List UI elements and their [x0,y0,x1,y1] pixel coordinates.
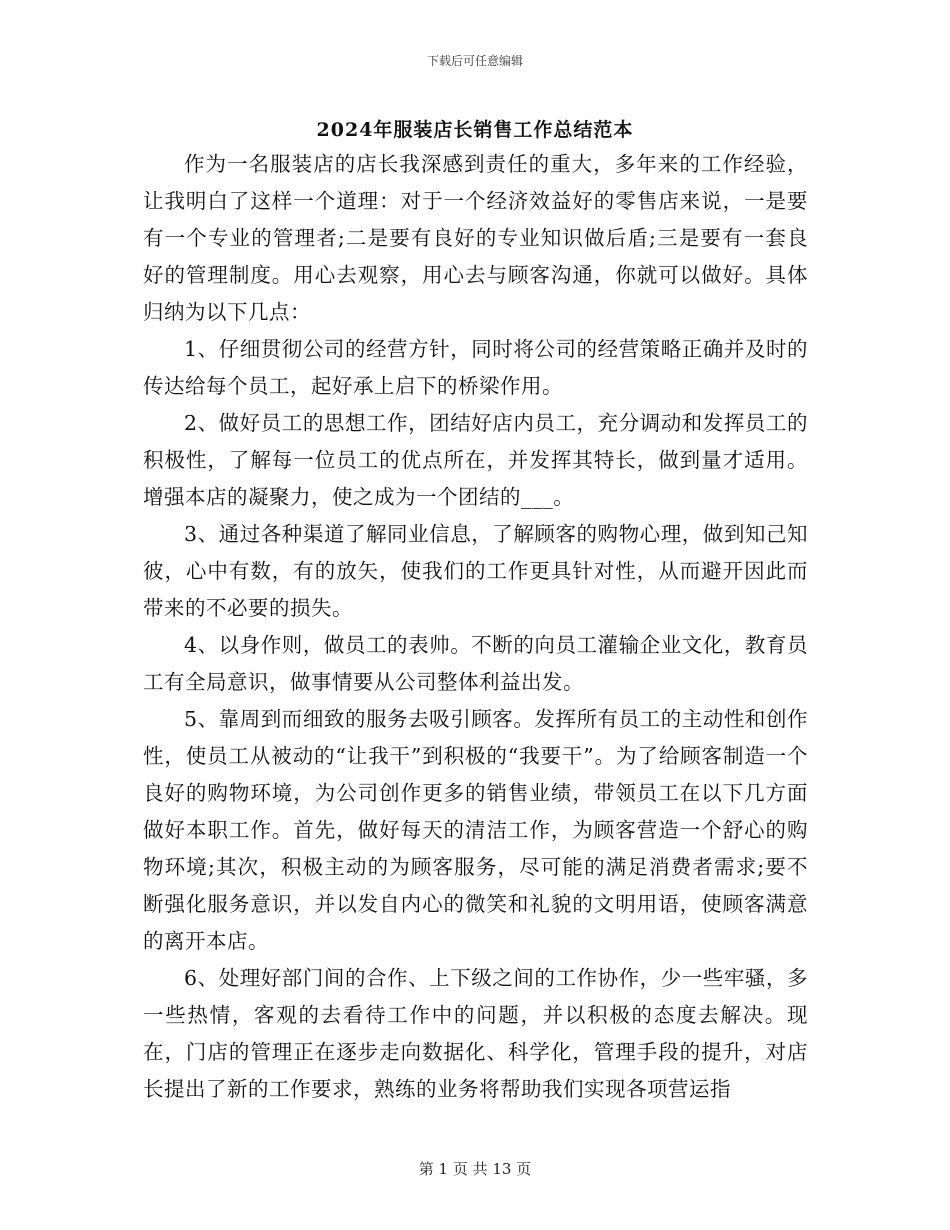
paragraph-intro: 作为一名服装店的店长我深感到责任的重大，多年来的工作经验，让我明白了这样一个道理：对于一个经济效益好的零售店来说，一是要有一个专业的管理者;二是要有良好的专业知识做后盾;三是要有一套良好的管理制度。用心去观察，用心去与顾客沟通，你就可以做好。具体归纳为以下几点： [143,152,808,324]
paragraph-point-4: 4、以身作则，做员工的表帅。不断的向员工灌输企业文化，教育员工有全局意识，做事情要从公司整体利益出发。 [143,633,808,694]
document-title: 2024年服装店长销售工作总结范本 [316,119,634,141]
paragraph-point-5: 5、靠周到而细致的服务去吸引顾客。发挥所有员工的主动性和创作性，使员工从被动的“让我干”到积极的“我要干”。为了给顾客制造一个良好的购物环境，为公司创作更多的销售业绩，带领员工在以下几方面做好本职工作。首先，做好每天的清洁工作，为顾客营造一个舒心的购物环境;其次，积极主动的为顾客服务，尽可能的满足消费者需求;要不断强化服务意识，并以发自内心的微笑和礼貌的文明用语，使顾客满意的离开本店。 [143,707,808,953]
page-number: 第 1 页 共 13 页 [418,1160,532,1178]
paragraph-point-6: 6、处理好部门间的合作、上下级之间的工作协作，少一些牢骚，多一些热情，客观的去看待工作中的问题，并以积极的态度去解决。现在，门店的管理正在逐步走向数据化、科学化，管理手段的提升，对店长提出了新的工作要求，熟练的业务将帮助我们实现各项营运指 [143,966,808,1101]
paragraph-point-3: 3、通过各种渠道了解同业信息，了解顾客的购物心理，做到知己知彼，心中有数，有的放矢，使我们的工作更具针对性，从而避开因此而带来的不必要的损失。 [143,522,808,620]
header-note: 下载后可任意编辑 [426,54,523,68]
paragraph-point-2: 2、做好员工的思想工作，团结好店内员工，充分调动和发挥员工的积极性，了解每一位员工的优点所在，并发挥其特长，做到量才适用。增强本店的凝聚力，使之成为一个团结的___。 [143,411,808,509]
document-body [143,146,808,1108]
paragraph-point-1: 1、仔细贯彻公司的经营方针，同时将公司的经营策略正确并及时的传达给每个员工，起好承上启下的桥梁作用。 [143,337,808,398]
